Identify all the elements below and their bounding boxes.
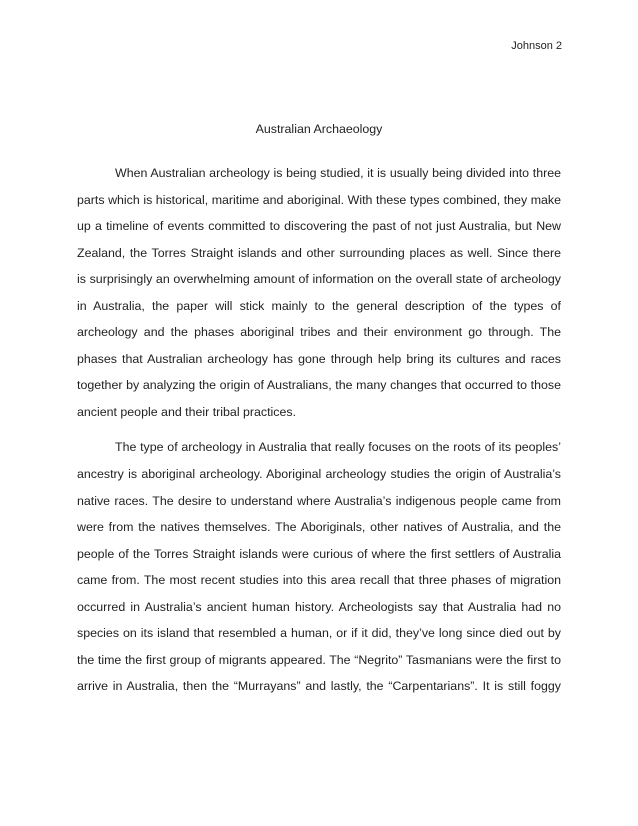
text-line: in Australia, the paper will stick mainly to the general description of the types of bbox=[77, 298, 561, 313]
text-line: together by analyzing the origin of Australians, the many changes that occurred to those bbox=[77, 378, 561, 393]
text-line: native races. The desire to understand where Australia’s indigenous people came from bbox=[77, 493, 561, 508]
text-line: Zealand, the Torres Straight islands and other surrounding places as well. Since there bbox=[77, 245, 561, 260]
text-line: species on its island that resembled a human, or if it did, they’ve long since died out by bbox=[77, 626, 561, 641]
text-line: arrive in Australia, then the “Murrayans” and lastly, the “Carpentarians”. It is still foggy bbox=[77, 679, 561, 694]
text-line: When Australian archeology is being studied, it is usually being divided into three bbox=[115, 166, 561, 180]
page-title: Australian Archaeology bbox=[255, 122, 383, 136]
text-line: people of the Torres Straight islands were curious of where the first settlers of Australia bbox=[77, 546, 561, 561]
text-line: is surprisingly an overwhelming amount of information on the overall state of archeology bbox=[77, 272, 561, 287]
paragraph-spacer bbox=[77, 425, 561, 434]
text-line: up a timeline of events committed to discovering the past of not just Australia, but New bbox=[77, 219, 561, 234]
paragraph-1 bbox=[77, 160, 561, 425]
text-line: phases that Australian archeology has gone through help bring its cultures and races bbox=[77, 351, 561, 366]
text-line: were from the natives themselves. The Aboriginals, other natives of Australia, and the bbox=[77, 520, 561, 535]
text-line: parts which is historical, maritime and aboriginal. With these types combined, they make bbox=[77, 192, 561, 207]
paragraph-2 bbox=[77, 434, 561, 699]
text-line: archeology and the phases aboriginal tribes and their environment go through. The bbox=[77, 325, 561, 340]
text-line: came from. The most recent studies into this area recall that three phases of migration bbox=[77, 573, 561, 588]
running-head: Johnson 2 bbox=[511, 40, 562, 52]
text-line: The type of archeology in Australia that really focuses on the roots of its peoples’ bbox=[115, 440, 561, 455]
text-line: ancestry is aboriginal archeology. Aboriginal archeology studies the origin of Australia’s bbox=[77, 467, 561, 482]
text-line: the time the first group of migrants appeared. The “Negrito” Tasmanians were the first to bbox=[77, 652, 561, 667]
body-text bbox=[77, 160, 561, 700]
text-line: occurred in Australia’s ancient human history. Archeologists say that Australia had no bbox=[77, 599, 561, 614]
text-line: ancient people and their tribal practices. bbox=[77, 404, 297, 419]
